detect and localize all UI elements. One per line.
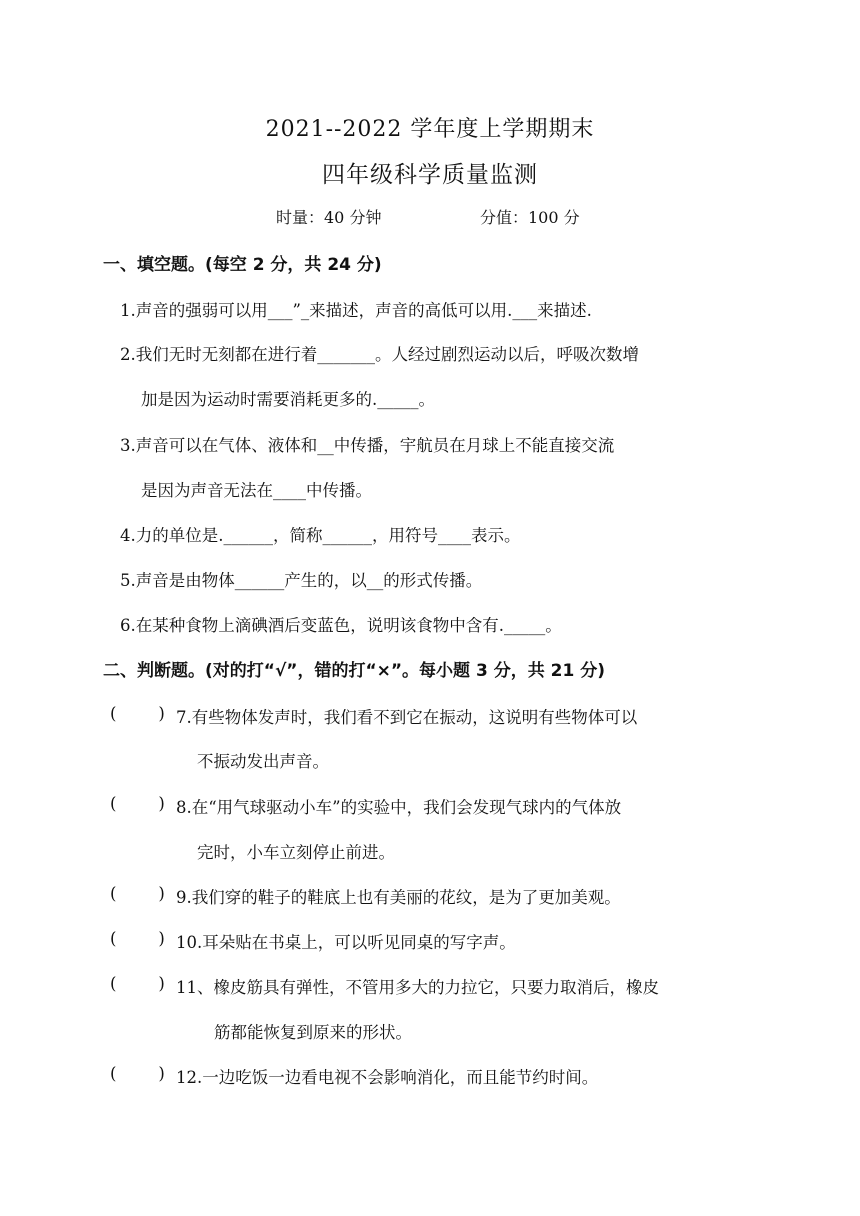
question-3-line-1: 3.声音可以在气体、液体和__中传播，宇航员在月球上不能直接交流: [120, 436, 615, 455]
answer-paren-11[interactable]: ( ): [110, 974, 165, 993]
answer-paren-10[interactable]: ( ): [110, 929, 165, 948]
question-11-line-1: 11、橡皮筋具有弹性，不管用多大的力拉它，只要力取消后，橡皮: [176, 978, 659, 997]
question-2-line-1: 2.我们无时无刻都在进行着_______。人经过剧烈运动以后，呼吸次数增: [120, 345, 639, 364]
exam-duration: 时量：40 分钟: [276, 208, 382, 227]
question-2-line-2: 加是因为运动时需要消耗更多的._____。: [141, 390, 435, 409]
question-6-line-1: 6.在某种食物上滴碘酒后变蓝色，说明该食物中含有._____。: [120, 616, 562, 635]
exam-title-year: 2021--2022 学年度上学期期末: [265, 117, 595, 142]
question-4-line-1: 4.力的单位是.______，简称______，用符号____表示。: [120, 526, 521, 545]
exam-title-subject: 四年级科学质量监测: [322, 162, 538, 188]
section-true-false-heading: 二、判断题。(对的打“√”，错的打“×”。每小题 3 分，共 21 分): [103, 661, 605, 681]
answer-paren-12[interactable]: ( ): [110, 1064, 165, 1083]
question-10-line-1: 10.耳朵贴在书桌上，可以听见同桌的写字声。: [176, 933, 516, 952]
question-11-line-2: 筋都能恢复到原来的形状。: [214, 1023, 412, 1042]
question-8-line-1: 8.在“用气球驱动小车”的实验中，我们会发现气球内的气体放: [176, 798, 622, 817]
answer-paren-9[interactable]: ( ): [110, 884, 165, 903]
question-7-line-2: 不振动发出声音。: [197, 752, 329, 771]
question-3-line-2: 是因为声音无法在____中传播。: [141, 481, 372, 500]
question-7-line-1: 7.有些物体发声时，我们看不到它在振动，这说明有些物体可以: [176, 708, 638, 727]
question-5-line-1: 5.声音是由物体______产生的，以__的形式传播。: [120, 571, 483, 590]
answer-paren-8[interactable]: ( ): [110, 794, 165, 813]
question-9-line-1: 9.我们穿的鞋子的鞋底上也有美丽的花纹，是为了更加美观。: [176, 888, 621, 907]
question-1-line-1: 1.声音的强弱可以用___”_来描述，声音的高低可以用.___来描述.: [120, 301, 592, 320]
section-fill-blank-heading: 一、填空题。(每空 2 分，共 24 分): [103, 255, 382, 275]
question-12-line-1: 12.一边吃饭一边看电视不会影响消化，而且能节约时间。: [176, 1068, 599, 1087]
question-8-line-2: 完时，小车立刻停止前进。: [197, 843, 395, 862]
exam-total-score: 分值：100 分: [480, 208, 580, 227]
answer-paren-7[interactable]: ( ): [110, 704, 165, 723]
